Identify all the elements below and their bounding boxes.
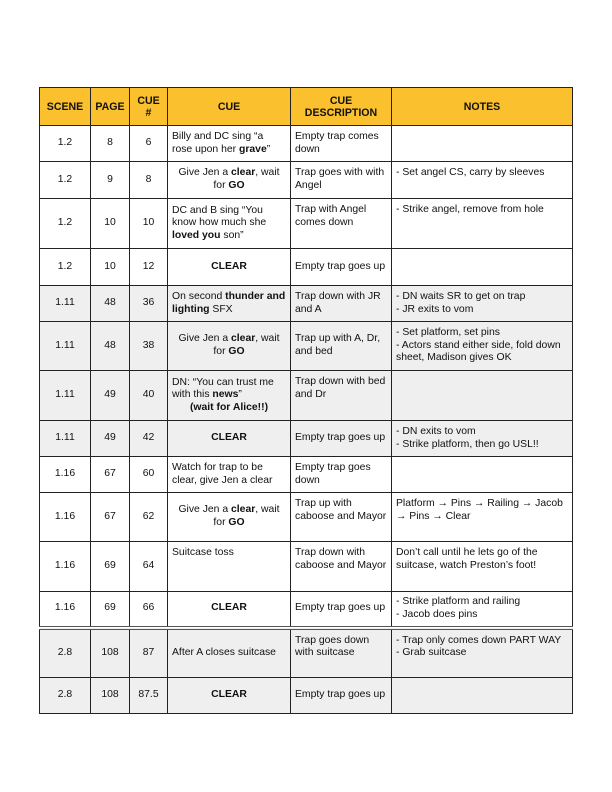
cell-description: Trap up with A, Dr, and bed bbox=[291, 322, 392, 371]
cell-cue bbox=[168, 286, 291, 322]
cell-description: Trap goes with with Angel bbox=[291, 162, 392, 199]
cell-notes bbox=[392, 286, 573, 322]
cell-scene: 1.16 bbox=[40, 457, 91, 493]
table-row bbox=[40, 678, 573, 714]
cue-line bbox=[172, 333, 286, 358]
header-row bbox=[40, 88, 573, 126]
cell-notes bbox=[392, 199, 573, 249]
note-line: - DN waits SR to get on trap bbox=[396, 290, 526, 302]
cell-description: Empty trap goes up bbox=[291, 249, 392, 286]
cue-text: , wait for bbox=[213, 333, 280, 357]
cue-text: DC and B sing “You know how much she bbox=[172, 204, 267, 229]
cue-text: Give Jen a bbox=[178, 333, 231, 345]
cue-emphasis: news bbox=[212, 389, 239, 401]
cell-description: Empty trap goes up bbox=[291, 678, 392, 714]
cell-scene: 1.16 bbox=[40, 542, 91, 592]
cell-notes bbox=[392, 126, 573, 162]
cue-emphasis: (wait for Alice!!) bbox=[189, 401, 269, 413]
cue-text: , wait for bbox=[213, 167, 280, 191]
cue-line bbox=[172, 131, 286, 156]
table-row bbox=[40, 322, 573, 371]
cell-cue-num: 36 bbox=[130, 286, 168, 322]
cell-notes bbox=[392, 628, 573, 678]
cell-cue bbox=[168, 493, 291, 542]
cell-cue-num: 64 bbox=[130, 542, 168, 592]
cell-notes bbox=[392, 542, 573, 592]
cell-page: 9 bbox=[91, 162, 130, 199]
cell-description: Trap down with caboose and Mayor bbox=[291, 542, 392, 592]
cue-text: SFX bbox=[209, 303, 233, 315]
cue-emphasis: thunder and lighting bbox=[172, 290, 286, 315]
cue-sheet-table bbox=[39, 87, 573, 714]
cell-cue bbox=[168, 457, 291, 493]
cue-emphasis: clear bbox=[231, 167, 256, 179]
cell-scene: 1.16 bbox=[40, 493, 91, 542]
cell-notes bbox=[392, 457, 573, 493]
cue-line bbox=[172, 167, 286, 192]
cell-page: 69 bbox=[91, 592, 130, 628]
header-scene: SCENE bbox=[40, 88, 91, 126]
cell-cue bbox=[168, 628, 291, 678]
cell-cue-num: 62 bbox=[130, 493, 168, 542]
note-line: - Strike platform and railing bbox=[396, 596, 521, 608]
cell-page: 108 bbox=[91, 678, 130, 714]
cell-cue-num: 87.5 bbox=[130, 678, 168, 714]
cue-line bbox=[172, 647, 286, 660]
cell-page: 10 bbox=[91, 249, 130, 286]
cue-line bbox=[172, 432, 286, 445]
cell-cue-num: 40 bbox=[130, 371, 168, 421]
cell-cue-num: 38 bbox=[130, 322, 168, 371]
cell-cue bbox=[168, 162, 291, 199]
cue-text: Give Jen a bbox=[178, 504, 231, 516]
cue-emphasis: clear bbox=[231, 504, 256, 516]
note-line: - Set angel CS, carry by sleeves bbox=[396, 167, 545, 178]
cell-scene: 1.16 bbox=[40, 592, 91, 628]
note-line: - DN exits to vom bbox=[396, 425, 476, 437]
cell-cue bbox=[168, 199, 291, 249]
cue-emphasis: loved you bbox=[172, 229, 221, 241]
table-row bbox=[40, 421, 573, 457]
cue-text: son” bbox=[220, 229, 244, 241]
cell-notes bbox=[392, 592, 573, 628]
cue-line bbox=[172, 377, 286, 402]
cell-page: 67 bbox=[91, 457, 130, 493]
cell-description: Empty trap comes down bbox=[291, 126, 392, 162]
cue-emphasis: GO bbox=[228, 180, 245, 191]
cell-page: 67 bbox=[91, 493, 130, 542]
table-row bbox=[40, 199, 573, 249]
note-line: Don’t call until he lets go of the suitcase, watch Preston’s foot! bbox=[396, 547, 538, 571]
header-cue-number: CUE # bbox=[130, 88, 168, 126]
cell-cue bbox=[168, 371, 291, 421]
cell-cue bbox=[168, 126, 291, 162]
cell-cue bbox=[168, 322, 291, 371]
cue-text: After A closes suitcase bbox=[172, 646, 276, 658]
cell-description: Trap with Angel comes down bbox=[291, 199, 392, 249]
cue-line bbox=[172, 547, 286, 560]
header-cue: CUE bbox=[168, 88, 291, 126]
note-line: - Strike platform, then go USL!! bbox=[396, 438, 539, 450]
table-row bbox=[40, 457, 573, 493]
cell-page: 48 bbox=[91, 286, 130, 322]
table-row bbox=[40, 249, 573, 286]
cell-scene: 2.8 bbox=[40, 678, 91, 714]
note-line: - Grab suitcase bbox=[396, 647, 467, 659]
table-row bbox=[40, 628, 573, 678]
cell-scene: 1.11 bbox=[40, 286, 91, 322]
note-line: - Trap only comes down PART WAY bbox=[396, 634, 562, 646]
cue-text: Suitcase toss bbox=[172, 547, 234, 558]
cell-cue-num: 12 bbox=[130, 249, 168, 286]
cue-line bbox=[172, 205, 286, 243]
cell-cue-num: 6 bbox=[130, 126, 168, 162]
cell-scene: 1.2 bbox=[40, 126, 91, 162]
cell-description: Empty trap goes up bbox=[291, 592, 392, 628]
cue-line bbox=[172, 689, 286, 702]
table-row bbox=[40, 162, 573, 199]
cell-scene: 1.2 bbox=[40, 199, 91, 249]
cell-description: Empty trap goes down bbox=[291, 457, 392, 493]
cue-text: ” bbox=[238, 389, 242, 401]
cell-cue-num: 87 bbox=[130, 628, 168, 678]
header-page: PAGE bbox=[91, 88, 130, 126]
cue-emphasis: clear bbox=[231, 333, 256, 345]
header-description: CUE DESCRIPTION bbox=[291, 88, 392, 126]
cell-scene: 1.11 bbox=[40, 421, 91, 457]
cell-description: Trap down with JR and A bbox=[291, 286, 392, 322]
cell-cue bbox=[168, 421, 291, 457]
cue-line bbox=[172, 291, 286, 316]
note-line: - JR exits to vom bbox=[396, 303, 474, 315]
cell-page: 49 bbox=[91, 371, 130, 421]
cell-cue bbox=[168, 249, 291, 286]
cell-cue-num: 10 bbox=[130, 199, 168, 249]
cell-scene: 2.8 bbox=[40, 628, 91, 678]
note-line: - Set platform, set pins bbox=[396, 327, 500, 338]
cell-cue-num: 8 bbox=[130, 162, 168, 199]
cell-notes bbox=[392, 421, 573, 457]
header-notes: NOTES bbox=[392, 88, 573, 126]
cell-description: Empty trap goes up bbox=[291, 421, 392, 457]
table-row bbox=[40, 493, 573, 542]
cell-scene: 1.11 bbox=[40, 322, 91, 371]
cell-scene: 1.2 bbox=[40, 249, 91, 286]
note-line: - Jacob does pins bbox=[396, 608, 478, 620]
cell-page: 10 bbox=[91, 199, 130, 249]
cue-line bbox=[172, 462, 286, 487]
note-line: - Actors stand either side, fold down sheet, Madison gives OK bbox=[396, 339, 561, 364]
cue-line bbox=[172, 504, 286, 529]
cue-emphasis: CLEAR bbox=[211, 689, 247, 701]
cell-cue-num: 66 bbox=[130, 592, 168, 628]
cue-emphasis: CLEAR bbox=[211, 432, 247, 444]
cue-emphasis: grave bbox=[239, 143, 267, 155]
table-row bbox=[40, 126, 573, 162]
cue-emphasis: CLEAR bbox=[211, 260, 247, 272]
cue-emphasis: GO bbox=[228, 346, 245, 357]
cell-notes bbox=[392, 322, 573, 371]
note-line: - Strike angel, remove from hole bbox=[396, 204, 544, 215]
cue-text: ” bbox=[266, 143, 271, 155]
cue-text: DN: “You can trust me with this bbox=[172, 376, 274, 401]
cell-cue-num: 60 bbox=[130, 457, 168, 493]
cue-text: On second bbox=[172, 290, 226, 302]
table-row bbox=[40, 592, 573, 628]
cell-cue-num: 42 bbox=[130, 421, 168, 457]
cell-notes bbox=[392, 678, 573, 714]
cue-line bbox=[172, 602, 286, 615]
cue-text: , wait for bbox=[213, 504, 280, 528]
cell-scene: 1.11 bbox=[40, 371, 91, 421]
cue-text: Billy and DC sing “a rose upon her bbox=[172, 130, 264, 155]
cell-description: Trap up with caboose and Mayor bbox=[291, 493, 392, 542]
cell-description: Trap down with bed and Dr bbox=[291, 371, 392, 421]
cue-text: Give Jen a bbox=[178, 167, 231, 179]
cue-line bbox=[172, 261, 286, 274]
cell-notes bbox=[392, 493, 573, 542]
table-row bbox=[40, 371, 573, 421]
cell-page: 108 bbox=[91, 628, 130, 678]
cell-cue bbox=[168, 678, 291, 714]
cell-page: 48 bbox=[91, 322, 130, 371]
cue-line bbox=[172, 402, 286, 415]
table-row bbox=[40, 286, 573, 322]
cue-emphasis: CLEAR bbox=[211, 602, 247, 614]
note-line: Platform → Pins → Railing → Jacob → Pins → Clear bbox=[396, 498, 563, 522]
cell-page: 49 bbox=[91, 421, 130, 457]
cell-notes bbox=[392, 249, 573, 286]
cell-notes bbox=[392, 162, 573, 199]
cue-text: Watch for trap to be clear, give Jen a clear bbox=[172, 461, 273, 486]
cell-notes bbox=[392, 371, 573, 421]
cell-page: 69 bbox=[91, 542, 130, 592]
cell-scene: 1.2 bbox=[40, 162, 91, 199]
cell-description: Trap goes down with suitcase bbox=[291, 628, 392, 678]
cue-emphasis: GO bbox=[228, 517, 245, 528]
table-row bbox=[40, 542, 573, 592]
cell-cue bbox=[168, 542, 291, 592]
cell-page: 8 bbox=[91, 126, 130, 162]
cell-cue bbox=[168, 592, 291, 628]
